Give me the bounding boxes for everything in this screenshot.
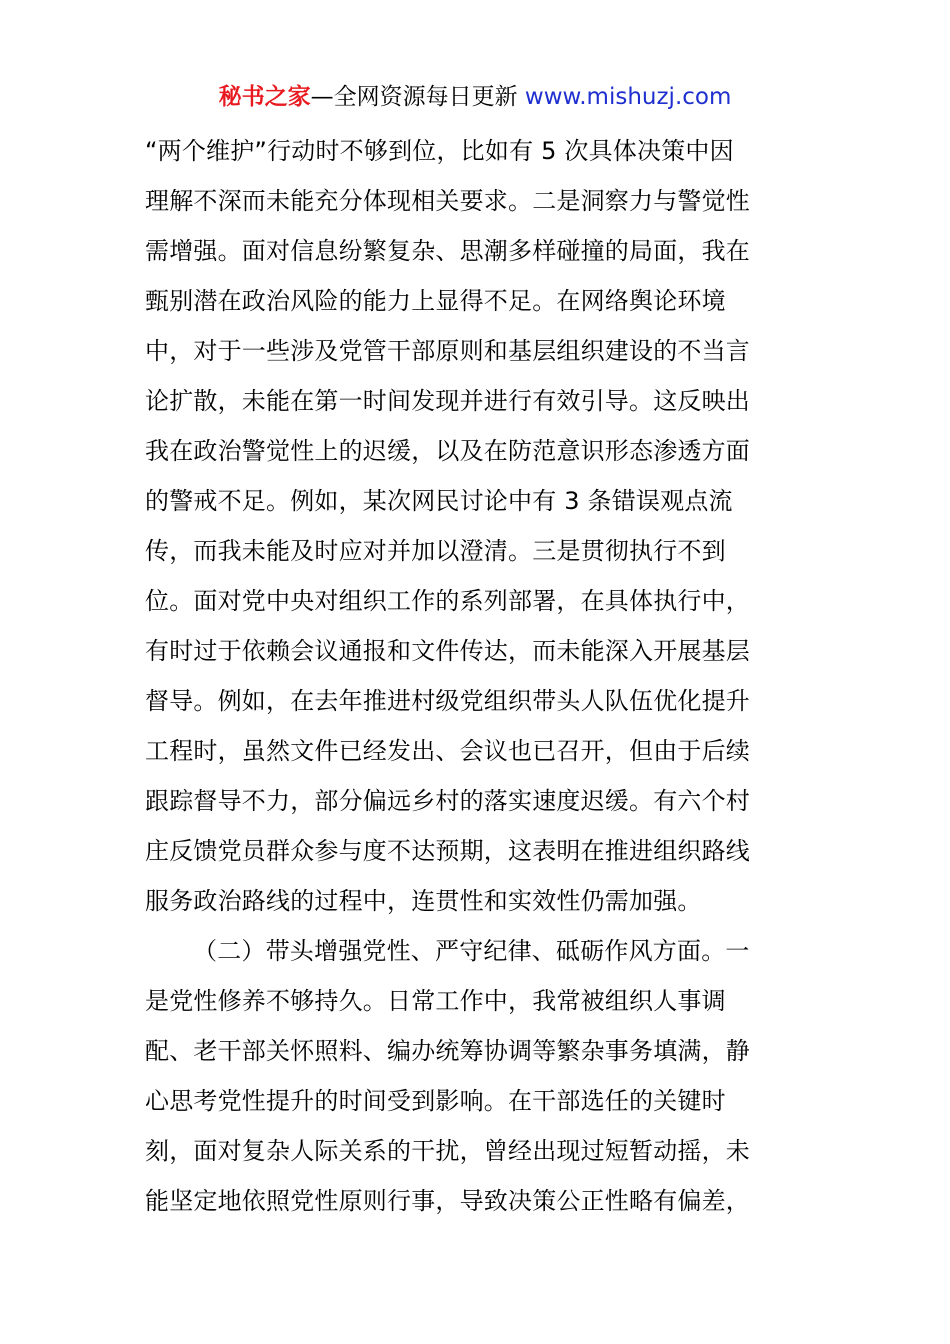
header-brand: 秘书之家 [218,84,311,110]
text-line: 有时过于依赖会议通报和文件传达，而未能深入开展基层 [145,637,750,665]
text-line: 能坚定地依照党性原则行事，导致决策公正性略有偏差， [145,1187,750,1215]
text-line: 位。面对党中央对组织工作的系列部署，在具体执行中， [145,587,750,615]
text-line: 论扩散，未能在第一时间发现并进行有效引导。这反映出 [145,387,750,415]
text-line: 我在政治警觉性上的迟缓，以及在防范意识形态渗透方面 [145,437,750,465]
text-line: 督导。例如，在去年推进村级党组织带头人队伍优化提升 [145,687,750,715]
text-line: 庄反馈党员群众参与度不达预期，这表明在推进组织路线 [145,837,750,865]
header-site-link[interactable]: www.mishuzj.com [524,84,732,110]
text-line: 中，对于一些涉及党管干部原则和基层组织建设的不当言 [145,337,750,365]
text-line: 心思考党性提升的时间受到影响。在干部选任的关键时 [145,1087,726,1115]
section-heading-line: （二）带头增强党性、严守纪律、砥砺作风方面。一 [193,937,750,965]
text-line: 需增强。面对信息纷繁复杂、思潮多样碰撞的局面，我在 [145,237,750,265]
document-header [0,80,950,114]
text-line: 是党性修养不够持久。日常工作中，我常被组织人事调 [145,987,726,1015]
text-line: 的警戒不足。例如，某次网民讨论中有 3 条错误观点流 [145,487,733,515]
text-line: 服务政治路线的过程中，连贯性和实效性仍需加强。 [145,887,702,915]
header-tagline: —全网资源每日更新 [310,84,525,110]
document-body [145,126,810,1226]
text-line: 刻，面对复杂人际关系的干扰，曾经出现过短暂动摇，未 [145,1137,750,1165]
text-line: 跟踪督导不力，部分偏远乡村的落实速度迟缓。有六个村 [145,787,750,815]
text-line: 甄别潜在政治风险的能力上显得不足。在网络舆论环境 [145,287,726,315]
text-line: 配、老干部关怀照料、编办统筹协调等繁杂事务填满，静 [145,1037,750,1065]
text-line: 传，而我未能及时应对并加以澄清。三是贯彻执行不到 [145,537,726,565]
text-line: 理解不深而未能充分体现相关要求。二是洞察力与警觉性 [145,187,750,215]
text-line: 工程时，虽然文件已经发出、会议也已召开，但由于后续 [145,737,750,765]
text-line: “两个维护”行动时不够到位，比如有 5 次具体决策中因 [145,137,734,165]
